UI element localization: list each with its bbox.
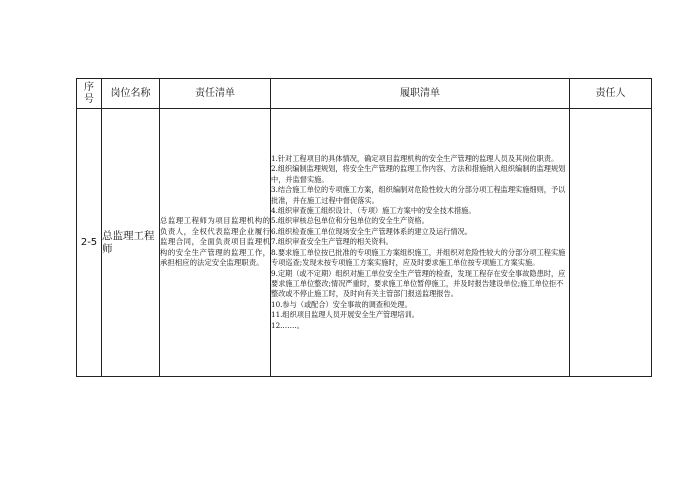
cell-responsible-person — [570, 109, 652, 377]
duty-item-3: 3.结合施工单位的专项施工方案，组织编制对危险性较大的分部分项工程监理实施细则，予以批准，并在施工过程中督促落实。 — [271, 185, 566, 205]
header-serial-number — [77, 79, 102, 109]
cell-serial-number: 2-5 — [77, 109, 102, 377]
duty-item-10: 10.参与（或配合）安全事故的调查和处理。 — [271, 299, 412, 309]
cell-post-name: 总监理工程师 — [102, 109, 160, 377]
duty-item-5: 5.组织审核总包单位和分包单位的安全生产资格。 — [271, 216, 429, 226]
header-serial-line2: 号 — [84, 93, 94, 105]
table-header-row — [77, 79, 652, 109]
table-row — [77, 109, 652, 377]
duty-item-7: 7.组织审查安全生产管理的相关资料。 — [271, 237, 393, 247]
duty-item-9: 9.定期（或不定期）组织对施工单位安全生产管理的检查，发现工程存在安全事故隐患时，应要求施工单位整改;情况严重时，要求施工单位暂停施工，并及时报告建设单位;施工单位拒不整改或不停止施工时，及时向有关主管部门报送监理报告。 — [271, 268, 566, 299]
duty-item-2: 2.组织编制监理规划，将安全生产管理的监理工作内容、方法和措施纳入组织编制的监理规划中，并监督实施。 — [271, 164, 566, 184]
header-duty-list: 履职清单 — [271, 79, 570, 109]
duty-item-11: 11.组织项目监理人员开展安全生产管理培训。 — [271, 310, 419, 320]
cell-responsibility: 总监理工程师为项目监理机构的负责人，全权代表监理企业履行监理合同，全面负责项目监理机构的安全生产管理的监理工作，承担相应的法定安全监理职责。 — [160, 109, 271, 377]
header-responsibility-list: 责任清单 — [160, 79, 271, 109]
header-responsible-person: 责任人 — [570, 79, 652, 109]
duty-item-4: 4.组织审查施工组织设计、（专项）施工方案中的安全技术措施。 — [271, 206, 476, 216]
header-serial-line1: 序 — [84, 81, 94, 93]
duty-item-6: 6.组织检查施工单位现场安全生产管理体系的建立及运行情况。 — [271, 226, 472, 236]
duty-item-12: 12.……。 — [271, 320, 304, 330]
cell-duty-list — [271, 109, 570, 377]
header-post-name: 岗位名称 — [102, 79, 160, 109]
duty-item-1: 1.针对工程项目的具体情况，确定项目监理机构的安全生产管理的监理人员及其岗位职责。 — [271, 154, 559, 164]
responsibility-table — [76, 78, 652, 377]
duty-item-8: 8.要求施工单位按已批准的专项施工方案组织施工，并组织对危险性较大的分部分项工程实施专项巡查;发现未按专项施工方案实施时，应及时要求施工单位按专项施工方案实施。 — [271, 247, 566, 268]
